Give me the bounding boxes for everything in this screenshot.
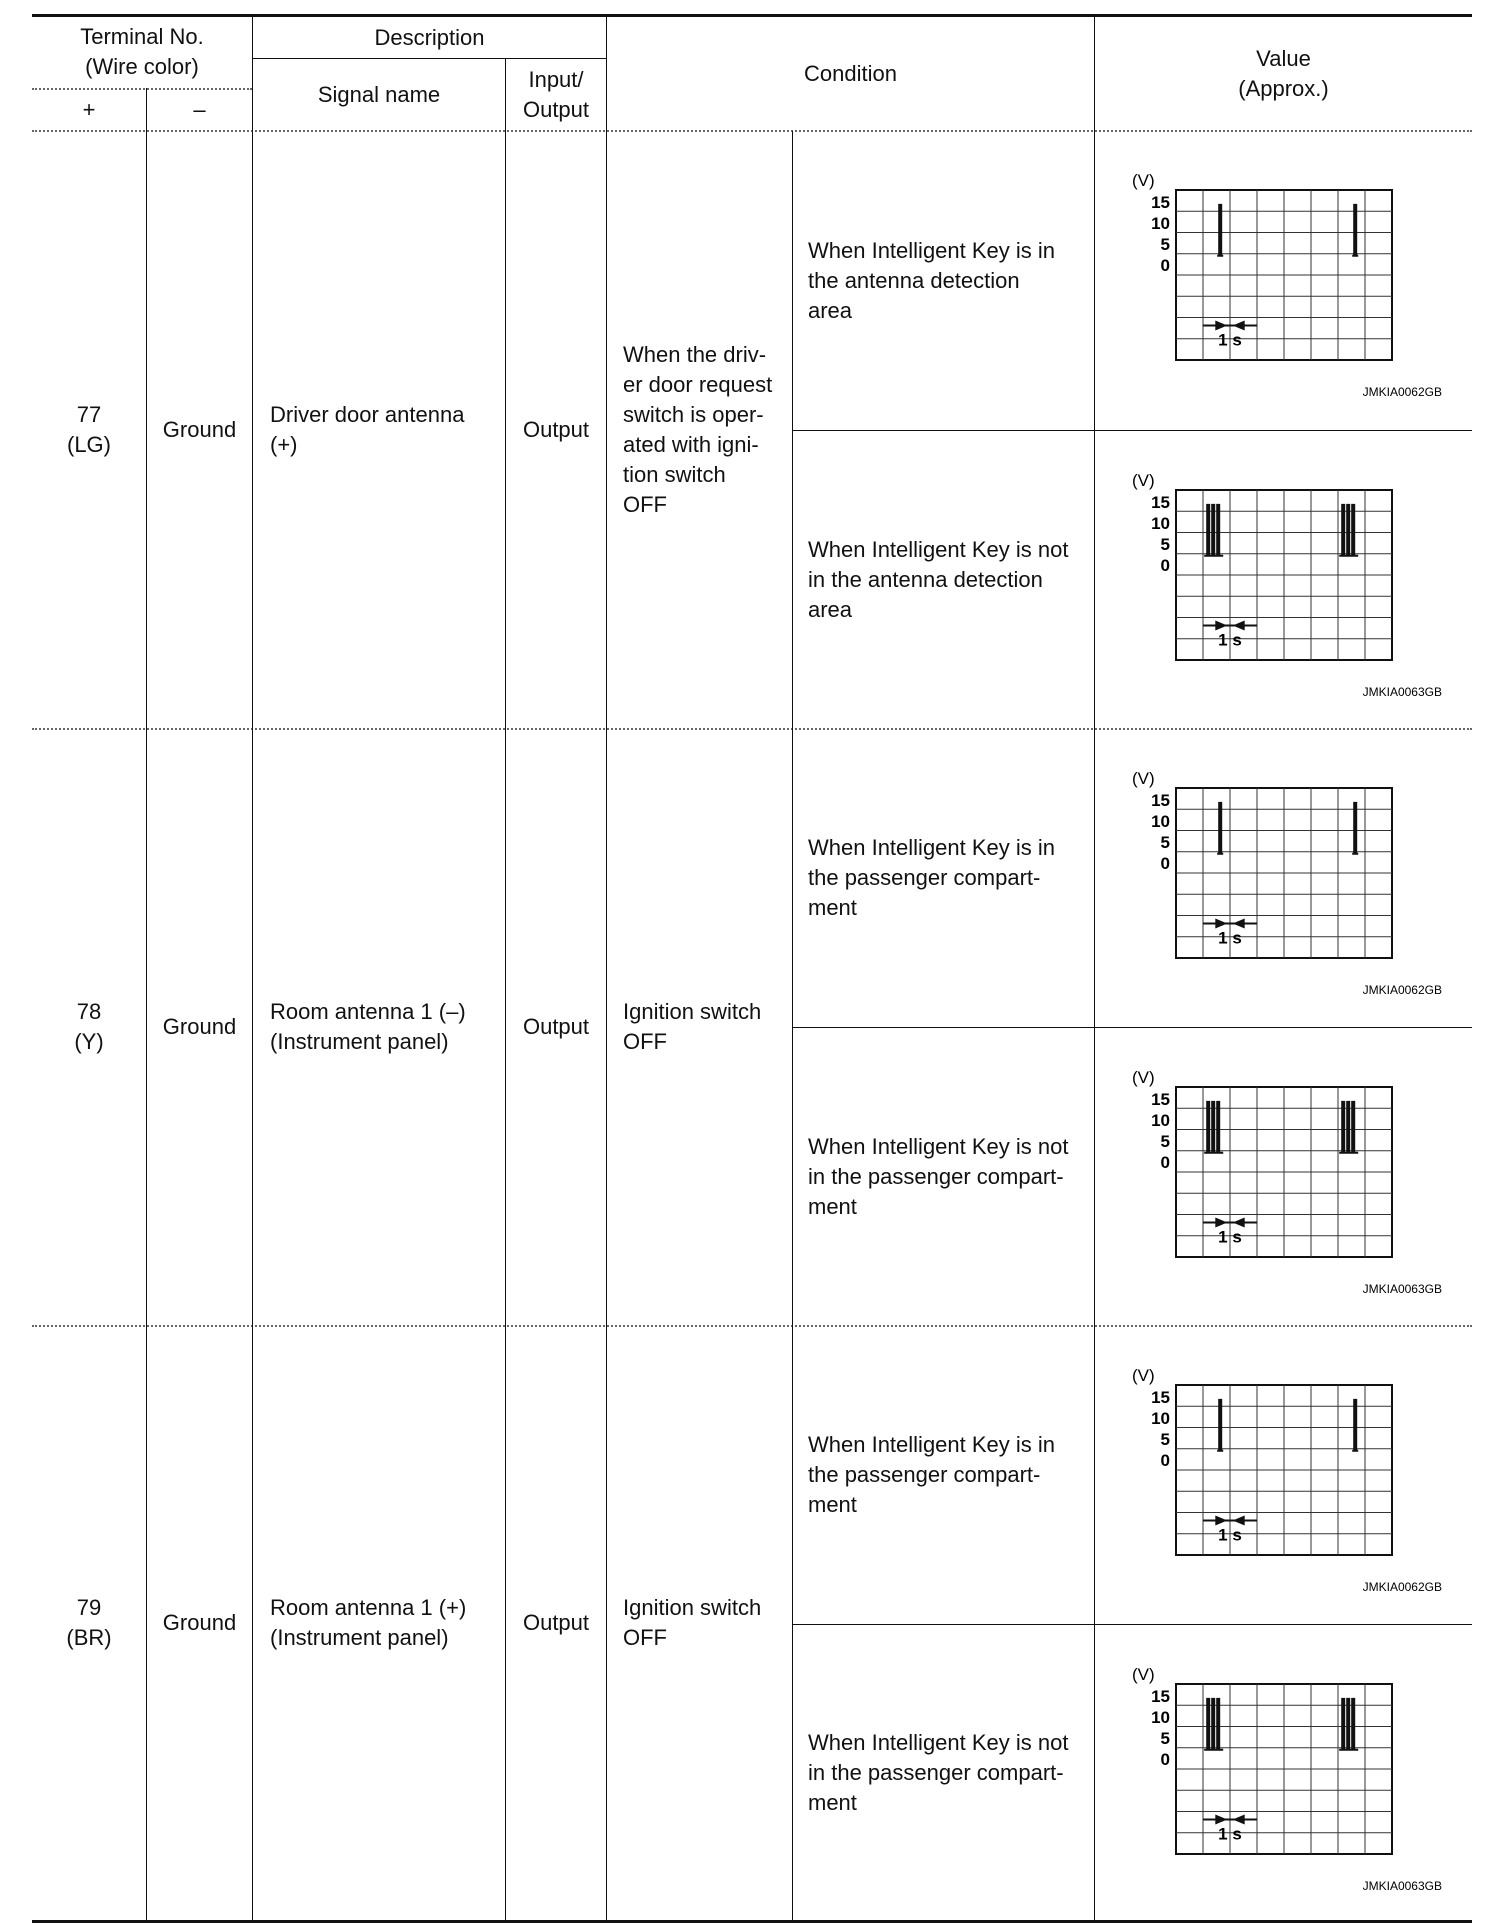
figure-code: JMKIA0063GB bbox=[1362, 1282, 1442, 1296]
condition-line: er door request bbox=[623, 371, 773, 397]
condition-sub-cell bbox=[808, 1326, 1094, 1624]
signal-name-line: (Instrument panel) bbox=[270, 1625, 449, 1650]
wire-color: (Y) bbox=[74, 1029, 104, 1054]
condition-sub-line: When Intelligent Key is not bbox=[808, 1133, 1069, 1159]
voltage-tick-label: 5 bbox=[1160, 1729, 1170, 1748]
ground-label: Ground bbox=[162, 1014, 237, 1039]
condition-sub-line: area bbox=[808, 596, 853, 622]
ground-cell bbox=[147, 131, 252, 728]
io-cell bbox=[506, 1326, 606, 1920]
condition-line: Ignition switch bbox=[623, 1595, 762, 1620]
signal-name-line: (+) bbox=[270, 431, 298, 457]
condition-sub-line: the passenger compart- bbox=[808, 865, 1041, 890]
condition-sub-line: When Intelligent Key is in bbox=[808, 835, 1056, 860]
condition-main-cell bbox=[623, 1326, 792, 1920]
voltage-unit-label: (V) bbox=[1132, 171, 1155, 190]
condition-sub-cell bbox=[808, 729, 1094, 1027]
figure-code: JMKIA0063GB bbox=[1362, 685, 1442, 699]
header-output-label: Output bbox=[522, 96, 590, 122]
condition-line: Ignition switch bbox=[623, 999, 762, 1024]
voltage-tick-label: 10 bbox=[1151, 812, 1170, 831]
header-value-label: Value bbox=[1256, 45, 1311, 71]
voltage-tick-label: 5 bbox=[1160, 1132, 1170, 1151]
voltage-tick-label: 0 bbox=[1160, 1451, 1170, 1470]
terminal-number: 77 bbox=[76, 401, 102, 427]
condition-main-cell bbox=[623, 131, 792, 728]
voltage-tick-label: 0 bbox=[1160, 1750, 1170, 1769]
voltage-unit-label: (V) bbox=[1132, 471, 1155, 490]
condition-sub-cell bbox=[808, 131, 1094, 430]
voltage-tick-label: 15 bbox=[1151, 1090, 1170, 1109]
condition-line: OFF bbox=[623, 1625, 667, 1650]
time-scale-label: 1 s bbox=[1218, 1824, 1242, 1844]
header-wire-color-label: (Wire color) bbox=[85, 54, 199, 79]
waveform-single-pulse bbox=[1130, 768, 1450, 998]
condition-main-cell bbox=[623, 729, 792, 1325]
waveform-pulse-burst bbox=[1130, 470, 1450, 700]
waveform-single-pulse bbox=[1130, 170, 1450, 400]
header-condition-label: Condition bbox=[804, 60, 897, 86]
header-value bbox=[1095, 17, 1472, 130]
voltage-tick-label: 5 bbox=[1160, 235, 1170, 254]
header-terminal-label: Terminal No. bbox=[80, 24, 204, 49]
header-terminal bbox=[32, 17, 252, 87]
voltage-tick-label: 0 bbox=[1160, 1153, 1170, 1172]
voltage-tick-label: 15 bbox=[1151, 1388, 1170, 1407]
terminal-cell bbox=[32, 729, 146, 1325]
condition-sub-cell bbox=[808, 431, 1094, 728]
waveform-pulse-burst bbox=[1130, 1067, 1450, 1297]
header-plus bbox=[32, 89, 146, 130]
col-divider bbox=[606, 17, 607, 1920]
condition-sub-line: ment bbox=[808, 1193, 857, 1219]
condition-sub-line: When Intelligent Key is in bbox=[808, 1432, 1056, 1457]
waveform-single-pulse bbox=[1130, 1365, 1450, 1595]
terminal-cell bbox=[32, 1326, 146, 1920]
header-approx-label: (Approx.) bbox=[1238, 75, 1329, 101]
voltage-tick-label: 15 bbox=[1151, 493, 1170, 512]
condition-sub-line: the antenna detection bbox=[808, 267, 1020, 293]
ground-label: Ground bbox=[162, 416, 237, 442]
condition-sub-cell bbox=[808, 1028, 1094, 1325]
voltage-tick-label: 10 bbox=[1151, 1409, 1170, 1428]
voltage-tick-label: 0 bbox=[1160, 256, 1170, 275]
header-signal-name bbox=[253, 59, 505, 130]
header-minus bbox=[147, 89, 252, 130]
signal-name-line: Room antenna 1 (+) bbox=[270, 1595, 467, 1620]
condition-sub-line: When Intelligent Key is in bbox=[808, 237, 1056, 263]
signal-name-cell bbox=[270, 1326, 505, 1920]
terminal-number: 78 bbox=[76, 999, 102, 1024]
ground-label: Ground bbox=[162, 1610, 237, 1635]
condition-line: ated with igni- bbox=[623, 431, 759, 457]
io-label: Output bbox=[522, 1610, 590, 1635]
time-scale-label: 1 s bbox=[1218, 1525, 1242, 1545]
signal-name-cell bbox=[270, 729, 505, 1325]
voltage-tick-label: 10 bbox=[1151, 214, 1170, 233]
voltage-tick-label: 5 bbox=[1160, 535, 1170, 554]
waveform-pulse-burst bbox=[1130, 1664, 1450, 1894]
condition-sub-line: in the passenger compart- bbox=[808, 1163, 1064, 1189]
voltage-unit-label: (V) bbox=[1132, 1366, 1155, 1385]
col-divider bbox=[1094, 17, 1095, 1920]
voltage-tick-label: 15 bbox=[1151, 1687, 1170, 1706]
figure-code: JMKIA0062GB bbox=[1362, 983, 1442, 997]
col-divider bbox=[792, 131, 793, 1920]
voltage-tick-label: 15 bbox=[1151, 193, 1170, 212]
condition-sub-line: When Intelligent Key is not bbox=[808, 536, 1069, 562]
voltage-tick-label: 0 bbox=[1160, 854, 1170, 873]
condition-sub-line: ment bbox=[808, 1789, 857, 1815]
wire-color: (LG) bbox=[67, 431, 111, 457]
voltage-unit-label: (V) bbox=[1132, 769, 1155, 788]
voltage-tick-label: 15 bbox=[1151, 791, 1170, 810]
header-condition bbox=[607, 17, 1094, 130]
time-scale-label: 1 s bbox=[1218, 330, 1242, 350]
condition-sub-line: ment bbox=[808, 895, 857, 920]
time-scale-label: 1 s bbox=[1218, 1227, 1242, 1247]
voltage-tick-label: 0 bbox=[1160, 556, 1170, 575]
condition-sub-line: in the passenger compart- bbox=[808, 1759, 1064, 1785]
ground-cell bbox=[147, 729, 252, 1325]
io-cell bbox=[506, 729, 606, 1325]
signal-name-line: Room antenna 1 (–) bbox=[270, 999, 466, 1024]
condition-line: OFF bbox=[623, 491, 667, 517]
figure-code: JMKIA0062GB bbox=[1362, 1580, 1442, 1594]
header-plus-label: + bbox=[82, 96, 96, 122]
signal-name-cell bbox=[270, 131, 505, 728]
voltage-tick-label: 5 bbox=[1160, 833, 1170, 852]
time-scale-label: 1 s bbox=[1218, 928, 1242, 948]
col-divider bbox=[252, 17, 253, 1920]
voltage-tick-label: 10 bbox=[1151, 514, 1170, 533]
io-label: Output bbox=[522, 1014, 590, 1039]
condition-sub-line: ment bbox=[808, 1492, 857, 1517]
signal-name-line: Driver door antenna bbox=[270, 401, 465, 427]
condition-line: tion switch bbox=[623, 461, 726, 487]
voltage-tick-label: 10 bbox=[1151, 1708, 1170, 1727]
voltage-unit-label: (V) bbox=[1132, 1665, 1155, 1684]
condition-sub-line: in the antenna detection bbox=[808, 566, 1043, 592]
signal-name-line: (Instrument panel) bbox=[270, 1029, 449, 1054]
condition-line: When the driv- bbox=[623, 341, 767, 367]
header-input-label: Input/ bbox=[528, 66, 584, 92]
terminal-number: 79 bbox=[76, 1595, 102, 1620]
figure-code: JMKIA0062GB bbox=[1362, 385, 1442, 399]
condition-line: switch is oper- bbox=[623, 401, 764, 427]
time-scale-label: 1 s bbox=[1218, 630, 1242, 650]
io-cell bbox=[506, 131, 606, 728]
header-signal-name-label: Signal name bbox=[317, 81, 441, 107]
figure-code: JMKIA0063GB bbox=[1362, 1879, 1442, 1893]
io-label: Output bbox=[522, 416, 590, 442]
condition-sub-cell bbox=[808, 1625, 1094, 1920]
voltage-tick-label: 10 bbox=[1151, 1111, 1170, 1130]
condition-sub-line: When Intelligent Key is not bbox=[808, 1729, 1069, 1755]
header-minus-label: – bbox=[193, 96, 206, 122]
header-description-label: Description bbox=[374, 24, 485, 50]
condition-sub-line: area bbox=[808, 297, 853, 323]
header-io bbox=[506, 59, 606, 130]
header-description bbox=[253, 17, 606, 58]
condition-line: OFF bbox=[623, 1029, 667, 1054]
condition-sub-line: the passenger compart- bbox=[808, 1462, 1041, 1487]
wire-color: (BR) bbox=[66, 1625, 112, 1650]
terminal-cell bbox=[32, 131, 146, 728]
voltage-unit-label: (V) bbox=[1132, 1068, 1155, 1087]
ground-cell bbox=[147, 1326, 252, 1920]
voltage-tick-label: 5 bbox=[1160, 1430, 1170, 1449]
